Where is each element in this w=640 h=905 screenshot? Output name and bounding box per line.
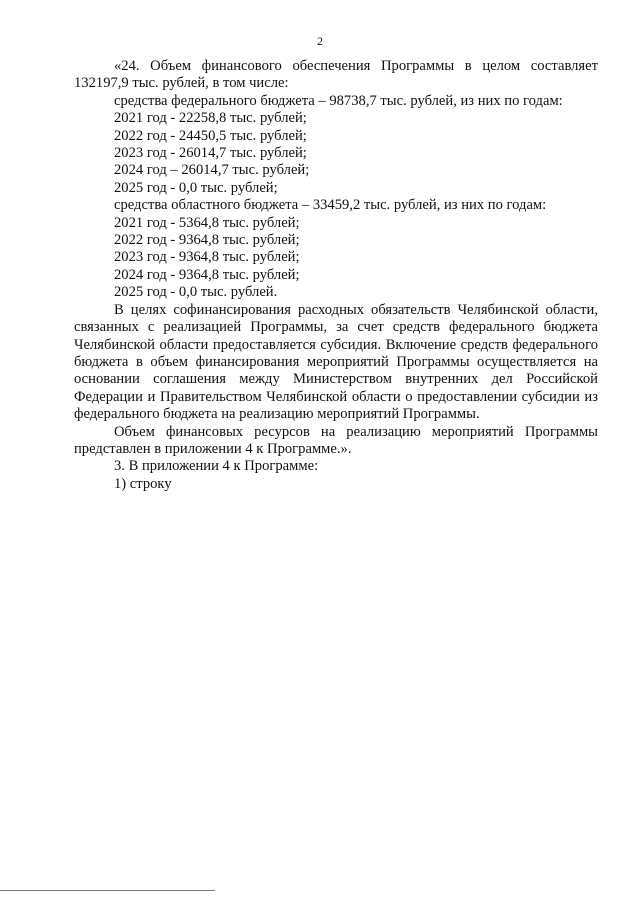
section-24-heading: «24. Объем финансового обеспечения Программы в целом составляет xyxy=(114,58,598,74)
item-3: 3. В приложении 4 к Программе: xyxy=(114,458,319,475)
cofinancing-paragraph-text: В целях софинансирования расходных обязательств Челябинской области, связанных с реализацией Программы, за счет средств федерального бюджета Челябинской области предоставляется субсидия. Включение средств федерального бюджета в объем финансирования мероприятий Программы осуществляется на основании соглашения между Министерством внутренних дел Российской Федерации и Правительством Челябинской области о предоставлении субсидии из федерального бюджета на реализацию мероприятий Программы. xyxy=(74,301,598,423)
resources-paragraph-text: Объем финансовых ресурсов на реализацию мероприятий Программы представлен в приложении 4 к Программе.». xyxy=(74,423,598,457)
regional-year-2023: 2023 год - 9364,8 тыс. рублей; xyxy=(114,249,300,266)
federal-year-2025: 2025 год - 0,0 тыс. рублей; xyxy=(114,179,278,196)
document-body xyxy=(74,58,598,493)
regional-budget-line: средства областного бюджета – 33459,2 тыс. рублей, из них по годам: xyxy=(114,197,547,214)
federal-budget-line: средства федерального бюджета – 98738,7 тыс. рублей, из них по годам: xyxy=(114,92,563,109)
resources-paragraph xyxy=(74,424,598,459)
federal-year-2022: 2022 год - 24450,5 тыс. рублей; xyxy=(114,127,307,144)
footer-rule xyxy=(0,890,215,891)
federal-year-2024: 2024 год – 26014,7 тыс. рублей; xyxy=(114,162,310,179)
federal-year-2023: 2023 год - 26014,7 тыс. рублей; xyxy=(114,145,307,162)
total-funding-line: 132197,9 тыс. рублей, в том числе: xyxy=(74,75,289,92)
cofinancing-paragraph xyxy=(74,302,598,424)
federal-year-2021: 2021 год - 22258,8 тыс. рублей; xyxy=(114,110,307,127)
item-3-1: 1) строку xyxy=(114,475,172,492)
page-number: 2 xyxy=(317,34,323,48)
regional-year-2022: 2022 год - 9364,8 тыс. рублей; xyxy=(114,232,300,249)
regional-year-2025: 2025 год - 0,0 тыс. рублей. xyxy=(114,284,278,301)
regional-year-2021: 2021 год - 5364,8 тыс. рублей; xyxy=(114,214,300,231)
regional-year-2024: 2024 год - 9364,8 тыс. рублей; xyxy=(114,266,300,283)
